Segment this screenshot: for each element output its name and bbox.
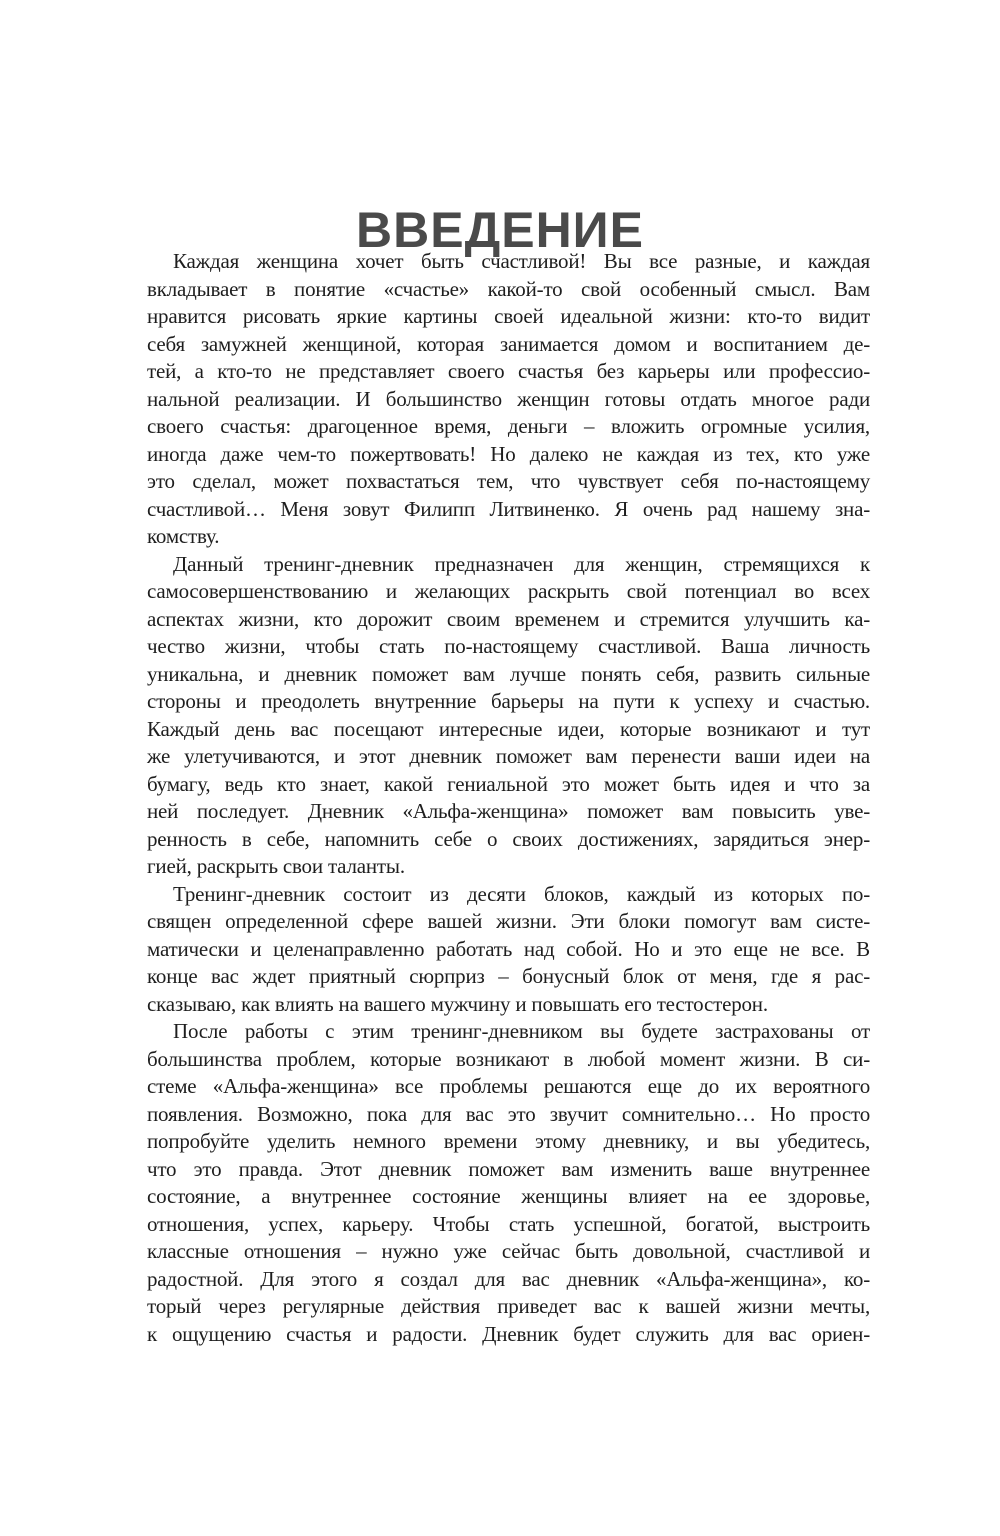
text-line: же улетучиваются, и этот дневник поможет вам перенести ваши идеи на (147, 744, 870, 768)
paragraph (147, 1018, 870, 1348)
text-line: конце вас ждет приятный сюрприз – бонусный блок от меня, где я рас- (147, 964, 870, 988)
text-line: ней последует. Дневник «Альфа-женщина» поможет вам повысить уве- (147, 799, 870, 823)
text-line: появления. Возможно, пока для вас это звучит сомнительно… Но просто (147, 1101, 870, 1126)
text-line: стороны и преодолеть внутренние барьеры на пути к успеху и счастью. (147, 689, 870, 713)
text-line: торый через регулярные действия приведет вас к вашей жизни мечты, (147, 1294, 870, 1318)
text-line: священ определенной сфере вашей жизни. Эти блоки помогут вам систе- (147, 909, 870, 933)
text-line: радостной. Для этого я создал для вас дневник «Альфа-женщина», ко- (147, 1266, 870, 1291)
chapter-title: ВВЕДЕНИЕ (356, 201, 644, 258)
paragraph (147, 551, 870, 881)
text-line: себя замужней женщиной, которая занимается домом и воспитанием де- (147, 331, 870, 356)
text-line: это сделал, может похвастаться тем, что чувствует себя по-настоящему (147, 469, 870, 493)
text-line: комству. (147, 524, 220, 548)
text-line: После работы с этим тренинг-дневником вы будете застрахованы от (173, 1019, 870, 1043)
body-text (147, 248, 870, 1348)
text-line: Данный тренинг-дневник предназначен для женщин, стремящихся к (173, 551, 870, 576)
text-line: бумагу, ведь кто знает, какой гениальной это может быть идея и что за (147, 771, 870, 796)
text-line: попробуйте уделить немного времени этому дневнику, и вы убедитесь, (147, 1129, 870, 1153)
text-line: гией, раскрыть свои таланты. (147, 854, 405, 878)
text-line: нальной реализации. И большинство женщин готовы отдать многое ради (147, 386, 870, 411)
paragraph (147, 881, 870, 1019)
text-line: стеме «Альфа-женщина» все проблемы решаются еще до их вероятного (147, 1074, 870, 1098)
text-line: вкладывает в понятие «счастье» какой-то свой особенный смысл. Вам (147, 276, 870, 301)
text-line: тей, а кто-то не представляет своего счастья без карьеры или профессио- (147, 359, 870, 383)
text-line: что это правда. Этот дневник поможет вам изменить ваше внутреннее (147, 1156, 870, 1181)
text-line: большинства проблем, которые возникают в любой момент жизни. В си- (147, 1046, 870, 1071)
text-line: Каждый день вас посещают интересные идеи, которые возникают и тут (147, 716, 870, 741)
text-line: своего счастья: драгоценное время, деньги – вложить огромные усилия, (147, 414, 870, 438)
text-line: к ощущению счастья и радости. Дневник будет служить для вас ориен- (147, 1321, 870, 1346)
paragraph (147, 248, 870, 551)
text-line: аспектах жизни, кто дорожит своим временем и стремится улучшить ка- (147, 606, 870, 631)
text-line: нравится рисовать яркие картины своей идеальной жизни: кто-то видит (147, 304, 870, 328)
text-line: матически и целенаправленно работать над собой. Но и это еще не все. В (147, 936, 870, 961)
text-line: отношения, успех, карьеру. Чтобы стать успешной, богатой, выстроить (147, 1211, 870, 1236)
text-line: Тренинг-дневник состоит из десяти блоков, каждый из которых по- (173, 881, 870, 906)
text-line: чество жизни, чтобы стать по-настоящему счастливой. Ваша личность (147, 634, 870, 658)
text-line: Каждая женщина хочет быть счастливой! Вы все разные, и каждая (173, 249, 870, 273)
text-line: классные отношения – нужно уже сейчас быть довольной, счастливой и (147, 1239, 870, 1263)
text-line: уникальна, и дневник поможет вам лучше понять себя, развить сильные (147, 661, 870, 686)
text-line: ренность в себе, напомнить себе о своих достижениях, зарядиться энер- (147, 826, 870, 851)
text-line: состояние, а внутреннее состояние женщины влияет на ее здоровье, (147, 1184, 870, 1208)
text-line: иногда даже чем-то пожертвовать! Но далеко не каждая из тех, кто уже (147, 441, 870, 466)
text-line: счастливой… Меня зовут Филипп Литвиненко. Я очень рад нашему зна- (147, 496, 870, 521)
text-line: сказываю, как влиять на вашего мужчину и повышать его тестостерон. (147, 991, 768, 1016)
text-line: самосовершенствованию и желающих раскрыть свой потенциал во всех (147, 579, 870, 603)
